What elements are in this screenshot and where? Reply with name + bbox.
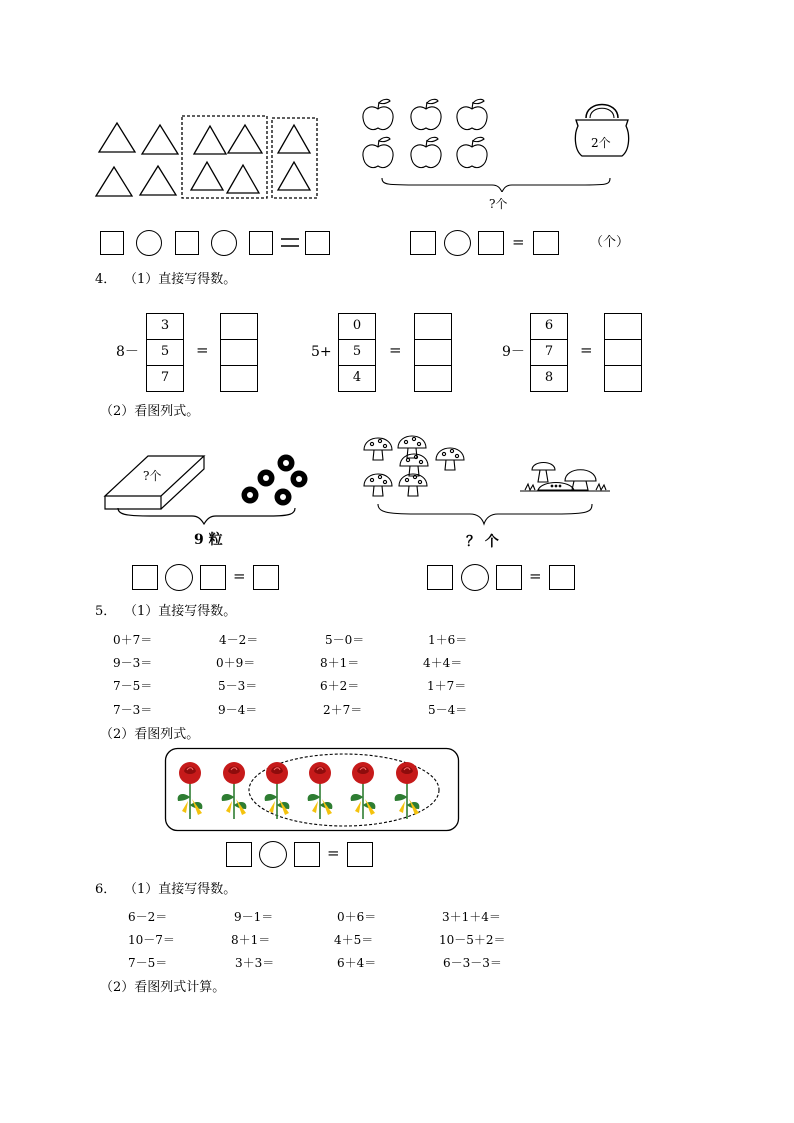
bead-icon <box>278 455 295 472</box>
ladder-prefix: 8－ <box>116 344 139 360</box>
ladder-prefix: 5+ <box>311 344 332 360</box>
arith-item: 6＋4＝ <box>337 956 377 970</box>
bead-icon <box>258 470 275 487</box>
arith-item: 6－2＝ <box>128 910 168 924</box>
answer-cell[interactable] <box>414 365 452 392</box>
answer-box[interactable] <box>410 231 436 255</box>
ladder-cell: 5 <box>338 339 376 366</box>
mushrooms-figure <box>360 430 620 535</box>
answer-box[interactable] <box>533 231 559 255</box>
apple-icon <box>363 99 393 129</box>
answer-box[interactable] <box>347 842 373 867</box>
answer-box[interactable] <box>294 842 320 867</box>
arith-item: 10－7＝ <box>128 933 175 947</box>
ladder-cell: 7 <box>146 365 184 392</box>
triangle <box>278 162 310 190</box>
question-part-title: （1）直接写得数。 <box>124 604 237 619</box>
triangle <box>191 162 223 190</box>
operator-circle[interactable] <box>444 230 471 256</box>
arith-item: 5－4＝ <box>428 703 468 717</box>
answer-cell[interactable] <box>414 339 452 366</box>
question-part-title: （1）直接写得数。 <box>124 272 237 287</box>
arith-item: 4－2＝ <box>219 633 259 647</box>
equals-sign: = <box>233 567 246 585</box>
apple-icon <box>411 99 441 129</box>
answer-cell[interactable] <box>220 339 258 366</box>
arith-item: 0＋9＝ <box>216 656 256 670</box>
question-part-title: （2）看图列式计算。 <box>100 980 226 995</box>
answer-box[interactable] <box>496 565 522 590</box>
equals-sign: = <box>327 844 340 862</box>
rose-icon <box>308 762 333 819</box>
arith-item: 10－5＋2＝ <box>439 933 506 947</box>
question-number: 5． <box>95 604 117 619</box>
rose-icon <box>265 762 290 819</box>
equals-sign: = <box>196 341 209 359</box>
curly-brace <box>382 178 610 192</box>
answer-box[interactable] <box>427 565 453 590</box>
arith-item: 1＋6＝ <box>428 633 468 647</box>
mushroom-icon <box>399 474 427 496</box>
operator-circle[interactable] <box>259 841 287 868</box>
answer-cell[interactable] <box>414 313 452 340</box>
apples-total-label: ?个 <box>489 197 508 211</box>
question-number: 4． <box>95 272 117 287</box>
apple-icon <box>457 99 487 129</box>
operator-circle[interactable] <box>136 230 162 256</box>
curly-brace <box>118 508 295 524</box>
equals-sign: = <box>529 567 542 585</box>
mushroom-icon <box>364 438 392 460</box>
mushroom-icon <box>400 454 428 476</box>
total-label: 9 粒 <box>194 532 223 548</box>
arith-item: 1＋7＝ <box>427 679 467 693</box>
equals-sign: = <box>389 341 402 359</box>
mushroom-icon <box>398 436 426 458</box>
operator-circle[interactable] <box>165 564 193 591</box>
answer-box[interactable] <box>200 565 226 590</box>
answer-box[interactable] <box>305 231 330 255</box>
apple-icon <box>363 137 393 167</box>
answer-box[interactable] <box>549 565 575 590</box>
triangle <box>99 123 135 152</box>
beads <box>242 455 308 506</box>
answer-cell[interactable] <box>604 339 642 366</box>
triangle <box>227 165 259 193</box>
arith-item: 0＋7＝ <box>113 633 153 647</box>
ladder-cell: 5 <box>146 339 184 366</box>
apple-icon <box>411 137 441 167</box>
question-part-title: （2）看图列式。 <box>100 727 200 742</box>
arith-item: 8＋1＝ <box>231 933 271 947</box>
answer-box[interactable] <box>478 231 504 255</box>
arith-item: 3＋1＋4＝ <box>442 910 501 924</box>
arith-item: 2＋7＝ <box>323 703 363 717</box>
operator-circle[interactable] <box>461 564 489 591</box>
arith-item: 9－3＝ <box>113 656 153 670</box>
curly-brace <box>378 504 592 524</box>
ladder-cell: 6 <box>530 313 568 340</box>
ladder-cell: 4 <box>338 365 376 392</box>
apple-icon <box>457 137 487 167</box>
triangle <box>96 167 132 196</box>
ladder-prefix: 9－ <box>502 344 525 360</box>
arith-item: 4＋5＝ <box>334 933 374 947</box>
rose-icon <box>351 762 376 819</box>
roses-figure <box>164 747 460 833</box>
arith-item: 8＋1＝ <box>320 656 360 670</box>
equals-sign <box>280 236 300 250</box>
dashed-group-box <box>272 118 317 198</box>
answer-box[interactable] <box>132 565 158 590</box>
answer-cell[interactable] <box>604 313 642 340</box>
answer-box[interactable] <box>253 565 279 590</box>
triangles-figure <box>90 110 325 205</box>
arith-item: 6＋2＝ <box>320 679 360 693</box>
answer-cell[interactable] <box>220 365 258 392</box>
arith-item: 9－1＝ <box>234 910 274 924</box>
triangle <box>194 126 226 154</box>
mushroom-icon <box>436 448 464 470</box>
arith-item: 4＋4＝ <box>423 656 463 670</box>
operator-circle[interactable] <box>211 230 237 256</box>
equals-sign: = <box>512 233 525 251</box>
mushroom-pair-icon <box>520 463 610 492</box>
answer-box[interactable] <box>175 231 199 255</box>
box-label: ?个 <box>143 469 162 483</box>
rose-icon <box>178 762 203 819</box>
question-number: 6． <box>95 882 117 897</box>
arith-item: 3＋3＝ <box>235 956 275 970</box>
ladder-cell: 3 <box>146 313 184 340</box>
triangle <box>140 166 176 195</box>
question-part-title: （2）看图列式。 <box>100 404 200 419</box>
mushroom-total-label: ？ 个 <box>466 534 499 550</box>
question-part-title: （1）直接写得数。 <box>124 882 237 897</box>
arith-item: 5－0＝ <box>325 633 365 647</box>
arith-item: 7－3＝ <box>113 703 153 717</box>
answer-box[interactable] <box>100 231 124 255</box>
ladder-cell: 7 <box>530 339 568 366</box>
triangle <box>228 125 262 153</box>
ladder-cell: 0 <box>338 313 376 340</box>
triangle <box>278 125 310 153</box>
arith-item: 7－5＝ <box>128 956 168 970</box>
unit-label: （个） <box>590 235 630 250</box>
arith-item: 7－5＝ <box>113 679 153 693</box>
answer-cell[interactable] <box>604 365 642 392</box>
ladder-cell: 8 <box>530 365 568 392</box>
bead-box-figure <box>100 448 310 528</box>
arith-item: 9－4＝ <box>218 703 258 717</box>
equals-sign: = <box>580 341 593 359</box>
rose-icon <box>222 762 247 819</box>
answer-box[interactable] <box>249 231 273 255</box>
arith-item: 0＋6＝ <box>337 910 377 924</box>
triangle <box>142 125 178 154</box>
arith-item: 6－3－3＝ <box>443 956 502 970</box>
rose-icon <box>395 762 420 819</box>
mushroom-icon <box>364 474 392 496</box>
basket-label: 2个 <box>591 136 611 150</box>
bead-icon <box>242 487 259 504</box>
answer-cell[interactable] <box>220 313 258 340</box>
arith-item: 5－3＝ <box>218 679 258 693</box>
bead-icon <box>291 471 308 488</box>
bead-icon <box>275 489 292 506</box>
answer-box[interactable] <box>226 842 252 867</box>
